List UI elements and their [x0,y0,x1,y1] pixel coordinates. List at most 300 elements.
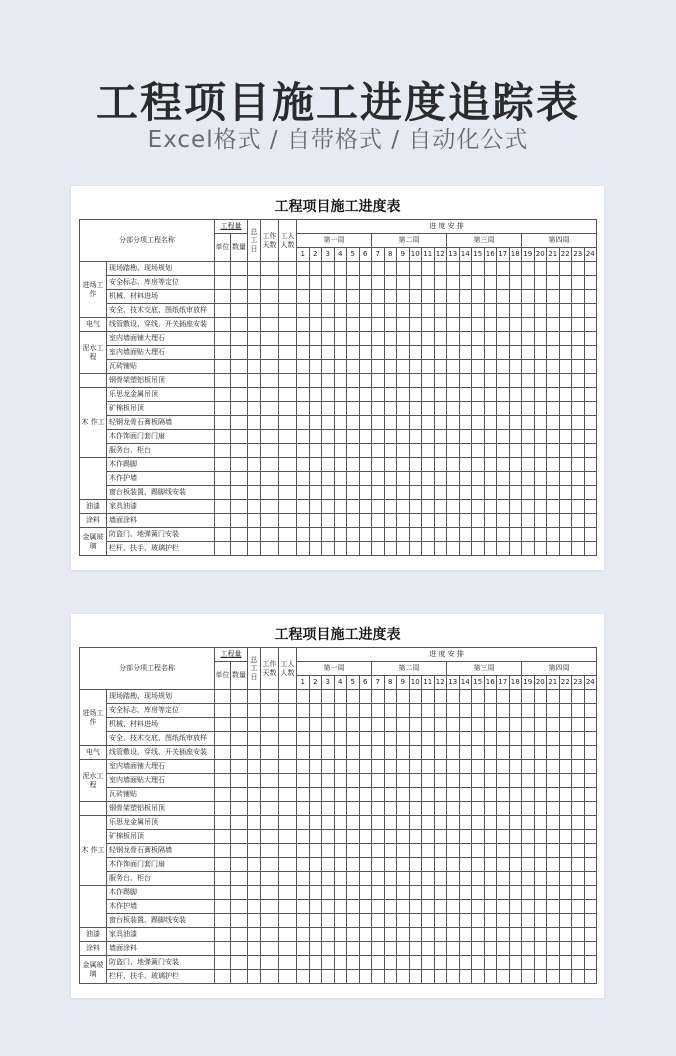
table-row [80,774,597,788]
empty-cell [297,704,310,718]
empty-cell [215,970,231,984]
empty-cell [559,788,572,802]
empty-cell [397,858,410,872]
empty-cell [422,430,435,444]
empty-cell [359,872,372,886]
empty-cell [384,872,397,886]
empty-cell [347,318,360,332]
table-row [80,816,597,830]
item-name-cell: 木作踢脚 [107,886,215,900]
empty-cell [584,528,597,542]
empty-cell [359,542,372,556]
header-day: 10 [409,676,422,690]
empty-cell [497,704,510,718]
empty-cell [509,542,522,556]
empty-cell [215,704,231,718]
empty-cell [472,886,485,900]
empty-cell [522,844,535,858]
empty-cell [509,900,522,914]
empty-cell [447,430,460,444]
empty-cell [322,486,335,500]
empty-cell [497,472,510,486]
empty-cell [447,472,460,486]
empty-cell [334,956,347,970]
empty-cell [261,788,279,802]
empty-cell [572,486,585,500]
empty-cell [534,900,547,914]
empty-cell [248,732,261,746]
empty-cell [334,318,347,332]
header-day: 8 [384,248,397,262]
empty-cell [572,830,585,844]
empty-cell [322,760,335,774]
empty-cell [279,416,297,430]
empty-cell [497,514,510,528]
empty-cell [572,374,585,388]
empty-cell [572,956,585,970]
empty-cell [334,900,347,914]
empty-cell [572,914,585,928]
empty-cell [472,290,485,304]
empty-cell [459,690,472,704]
empty-cell [497,774,510,788]
empty-cell [322,318,335,332]
empty-cell [509,732,522,746]
empty-cell [309,872,322,886]
empty-cell [372,444,385,458]
table-row [80,900,597,914]
empty-cell [447,276,460,290]
empty-cell [522,486,535,500]
empty-cell [231,928,248,942]
empty-cell [384,858,397,872]
empty-cell [434,928,447,942]
empty-cell [559,760,572,774]
empty-cell [422,402,435,416]
empty-cell [434,802,447,816]
empty-cell [484,830,497,844]
empty-cell [215,872,231,886]
empty-cell [584,942,597,956]
empty-cell [309,500,322,514]
empty-cell [322,872,335,886]
header-row [80,220,597,234]
empty-cell [309,346,322,360]
empty-cell [279,914,297,928]
empty-cell [347,760,360,774]
empty-cell [422,528,435,542]
empty-cell [215,458,231,472]
empty-cell [572,802,585,816]
header-schedule: 进 度 安 排 [297,220,597,234]
empty-cell [422,788,435,802]
empty-cell [422,514,435,528]
empty-cell [261,802,279,816]
empty-cell [459,276,472,290]
empty-cell [372,788,385,802]
empty-cell [384,830,397,844]
empty-cell [261,844,279,858]
empty-cell [484,304,497,318]
empty-cell [484,900,497,914]
empty-cell [372,374,385,388]
empty-cell [509,718,522,732]
empty-cell [334,276,347,290]
empty-cell [422,886,435,900]
empty-cell [584,760,597,774]
empty-cell [559,332,572,346]
empty-cell [472,942,485,956]
empty-cell [261,970,279,984]
empty-cell [484,402,497,416]
empty-cell [497,900,510,914]
empty-cell [372,542,385,556]
empty-cell [534,718,547,732]
empty-cell [459,290,472,304]
empty-cell [434,718,447,732]
empty-cell [547,458,560,472]
empty-cell [459,416,472,430]
empty-cell [334,444,347,458]
empty-cell [559,500,572,514]
empty-cell [447,886,460,900]
empty-cell [559,690,572,704]
empty-cell [484,802,497,816]
empty-cell [297,458,310,472]
empty-cell [547,956,560,970]
empty-cell [409,830,422,844]
empty-cell [547,774,560,788]
empty-cell [447,514,460,528]
empty-cell [334,690,347,704]
empty-cell [359,732,372,746]
table-row [80,514,597,528]
empty-cell [522,472,535,486]
empty-cell [248,746,261,760]
empty-cell [322,276,335,290]
empty-cell [397,928,410,942]
empty-cell [509,704,522,718]
empty-cell [509,276,522,290]
empty-cell [509,290,522,304]
empty-cell [497,346,510,360]
empty-cell [309,290,322,304]
empty-cell [384,718,397,732]
item-name-cell: 轻钢龙骨石膏板隔墙 [107,416,215,430]
empty-cell [534,360,547,374]
empty-cell [372,844,385,858]
empty-cell [572,276,585,290]
header-workers: 工人人数 [279,220,297,262]
empty-cell [309,374,322,388]
empty-cell [447,262,460,276]
empty-cell [434,430,447,444]
empty-cell [584,444,597,458]
empty-cell [347,542,360,556]
empty-cell [261,816,279,830]
empty-cell [347,332,360,346]
empty-cell [261,262,279,276]
empty-cell [459,718,472,732]
empty-cell [509,528,522,542]
empty-cell [231,900,248,914]
empty-cell [584,430,597,444]
empty-cell [522,332,535,346]
empty-cell [409,500,422,514]
empty-cell [434,374,447,388]
category-cell: 涂料 [80,514,107,528]
empty-cell [215,542,231,556]
item-name-cell: 安全、技术交底、图纸纸审放样 [107,304,215,318]
empty-cell [359,886,372,900]
empty-cell [584,486,597,500]
empty-cell [434,486,447,500]
empty-cell [215,388,231,402]
empty-cell [261,732,279,746]
empty-cell [397,914,410,928]
empty-cell [447,346,460,360]
empty-cell [279,472,297,486]
empty-cell [384,528,397,542]
empty-cell [215,318,231,332]
empty-cell [422,830,435,844]
category-cell: 木 作工 [80,816,107,886]
empty-cell [472,970,485,984]
empty-cell [397,374,410,388]
header-week: 第四周 [522,662,597,676]
empty-cell [248,704,261,718]
empty-cell [559,900,572,914]
table-row [80,528,597,542]
empty-cell [484,928,497,942]
empty-cell [559,830,572,844]
empty-cell [397,718,410,732]
empty-cell [322,388,335,402]
empty-cell [347,900,360,914]
empty-cell [509,430,522,444]
empty-cell [484,760,497,774]
empty-cell [261,374,279,388]
empty-cell [322,970,335,984]
empty-cell [322,914,335,928]
empty-cell [248,430,261,444]
empty-cell [359,774,372,788]
empty-cell [472,304,485,318]
empty-cell [459,760,472,774]
empty-cell [347,942,360,956]
empty-cell [409,388,422,402]
empty-cell [297,262,310,276]
empty-cell [484,458,497,472]
empty-cell [534,830,547,844]
empty-cell [584,304,597,318]
empty-cell [534,690,547,704]
empty-cell [522,430,535,444]
empty-cell [534,472,547,486]
empty-cell [279,542,297,556]
header-day: 21 [547,676,560,690]
empty-cell [279,346,297,360]
header-day: 20 [534,676,547,690]
empty-cell [322,900,335,914]
empty-cell [584,970,597,984]
empty-cell [261,542,279,556]
empty-cell [497,872,510,886]
empty-cell [409,430,422,444]
empty-cell [279,318,297,332]
empty-cell [409,732,422,746]
empty-cell [231,458,248,472]
empty-cell [384,942,397,956]
item-name-cell: 现场踏勘、现场规划 [107,690,215,704]
header-week: 第二周 [372,662,447,676]
empty-cell [309,388,322,402]
empty-cell [447,690,460,704]
empty-cell [359,444,372,458]
empty-cell [409,416,422,430]
empty-cell [279,486,297,500]
table-row [80,416,597,430]
table-row [80,444,597,458]
empty-cell [497,732,510,746]
header-day: 3 [322,676,335,690]
empty-cell [372,458,385,472]
empty-cell [297,858,310,872]
empty-cell [372,900,385,914]
empty-cell [422,542,435,556]
empty-cell [447,304,460,318]
empty-cell [409,332,422,346]
empty-cell [497,528,510,542]
empty-cell [534,500,547,514]
empty-cell [309,332,322,346]
empty-cell [522,830,535,844]
empty-cell [297,900,310,914]
empty-cell [297,732,310,746]
empty-cell [484,970,497,984]
empty-cell [231,746,248,760]
empty-cell [359,500,372,514]
empty-cell [215,332,231,346]
empty-cell [584,802,597,816]
empty-cell [309,732,322,746]
item-name-cell: 轻钢龙骨石膏板隔墙 [107,844,215,858]
empty-cell [584,704,597,718]
header-day: 7 [372,676,385,690]
empty-cell [384,458,397,472]
empty-cell [347,388,360,402]
empty-cell [484,416,497,430]
empty-cell [372,816,385,830]
empty-cell [497,360,510,374]
empty-cell [584,542,597,556]
empty-cell [384,360,397,374]
empty-cell [434,444,447,458]
empty-cell [509,500,522,514]
empty-cell [497,690,510,704]
empty-cell [472,732,485,746]
empty-cell [334,332,347,346]
empty-cell [279,402,297,416]
empty-cell [384,690,397,704]
empty-cell [472,914,485,928]
empty-cell [397,276,410,290]
header-day: 11 [422,676,435,690]
empty-cell [384,774,397,788]
empty-cell [347,788,360,802]
empty-cell [459,942,472,956]
empty-cell [359,788,372,802]
empty-cell [547,360,560,374]
empty-cell [347,304,360,318]
empty-cell [522,458,535,472]
empty-cell [248,332,261,346]
empty-cell [522,858,535,872]
empty-cell [447,732,460,746]
empty-cell [459,500,472,514]
empty-cell [384,900,397,914]
empty-cell [559,360,572,374]
empty-cell [397,430,410,444]
empty-cell [359,290,372,304]
empty-cell [372,690,385,704]
empty-cell [484,718,497,732]
empty-cell [547,872,560,886]
item-name-cell: 钢骨架塑铝板吊顶 [107,802,215,816]
empty-cell [297,360,310,374]
empty-cell [522,718,535,732]
empty-cell [279,458,297,472]
empty-cell [347,718,360,732]
empty-cell [422,262,435,276]
empty-cell [484,262,497,276]
empty-cell [484,472,497,486]
empty-cell [231,304,248,318]
empty-cell [547,886,560,900]
category-cell: 金属玻璃 [80,528,107,556]
empty-cell [248,276,261,290]
schedule-table [79,647,597,984]
empty-cell [472,374,485,388]
empty-cell [522,304,535,318]
empty-cell [322,746,335,760]
empty-cell [509,774,522,788]
empty-cell [497,844,510,858]
empty-cell [422,746,435,760]
empty-cell [297,816,310,830]
empty-cell [397,844,410,858]
header-amount: 数量 [231,234,248,262]
empty-cell [322,346,335,360]
empty-cell [472,332,485,346]
empty-cell [215,830,231,844]
empty-cell [422,872,435,886]
empty-cell [447,830,460,844]
header-amount: 数量 [231,662,248,690]
empty-cell [547,970,560,984]
empty-cell [509,690,522,704]
empty-cell [279,514,297,528]
empty-cell [297,970,310,984]
empty-cell [522,346,535,360]
empty-cell [322,514,335,528]
empty-cell [509,360,522,374]
empty-cell [334,542,347,556]
item-name-cell: 机械、材料进场 [107,290,215,304]
empty-cell [409,542,422,556]
empty-cell [547,830,560,844]
empty-cell [359,430,372,444]
